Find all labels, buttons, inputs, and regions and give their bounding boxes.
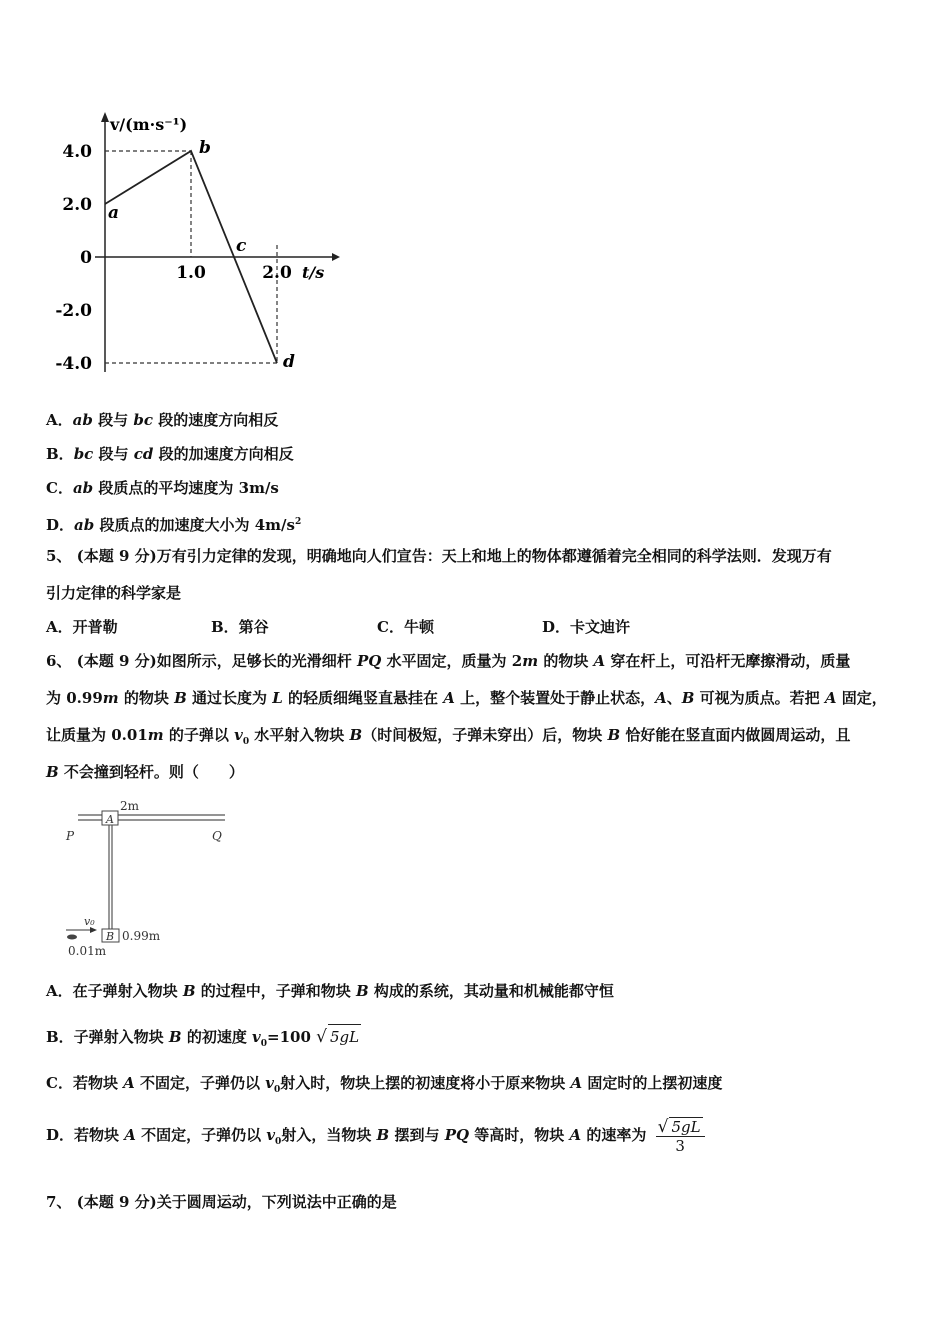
q4-option-b[interactable]: B．bc 段与 cd 段的加速度方向相反 [46,445,294,463]
label-q: Q [212,829,222,843]
y-tick-label: 2.0 [62,195,92,215]
point-label-b: b [199,138,211,158]
point-label-c: c [236,236,247,256]
q5-stem-line2: 引力定律的科学家是 [46,584,182,602]
sqrt-sign: √ [316,1027,327,1047]
q6-stem-line1: 6、 (本题 9 分)如图所示，足够长的光滑细杆 PQ 水平固定，质量为 2m 的物块 A 穿在杆上，可沿杆无摩擦滑动，质量 [46,652,851,670]
q6-option-a[interactable]: A．在子弹射入物块 B 的过程中，子弹和物块 B 构成的系统，其动量和机械能都守恒 [46,982,614,1000]
point-label-a: a [108,203,120,223]
q5-option-a[interactable]: A．开普勒 [46,618,118,636]
q6-option-c[interactable]: C．若物块 A 不固定，子弹仍以 $v_0$射入时，物块上摆的初速度将小于原来物块 A 固定时的上摆初速度 [46,1074,723,1095]
x-tick-label: 2.0 [262,263,292,283]
y-tick-label: -2.0 [55,301,92,321]
q4-option-d[interactable]: D．ab 段质点的加速度大小为 $4m/s^2$ [46,516,302,534]
q6-stem-line2: 为 0.99m 的物块 B 通过长度为 L 的轻质细绳竖直悬挂在 A 上，整个装置处于静止状态，A、B 可视为质点。若把 A 固定， [46,689,887,707]
label-p: P [66,829,75,843]
q6-stem-line4: B 不会撞到轻杆。则（ ） [46,763,244,781]
graph-axes [95,112,340,372]
y-tick-label: -4.0 [55,354,92,374]
label-2m: 2m [120,799,140,813]
t-axis-arrow [332,253,340,261]
block-a-label: A [106,813,114,826]
block-b-label: B [106,930,115,943]
label-v0: v₀ [84,915,95,928]
bullet [67,935,77,940]
fraction: $\frac{√ 5gL}{3}$ [656,1117,705,1155]
q4-option-a[interactable]: A．ab 段与 bc 段的速度方向相反 [46,411,279,429]
point-label-d: d [283,352,295,372]
v-axis-label: v/(m·s⁻¹) [110,115,188,134]
x-tick-label: 1.0 [176,263,206,283]
q5-option-c[interactable]: C．牛顿 [377,618,434,636]
q6-option-b[interactable]: B．子弹射入物块 B 的初速度 $v_0=100$ √ 5gL [46,1024,361,1056]
q6-stem-line3: 让质量为 0.01m 的子弹以 $v_0$ 水平射入物块 B（时间极短，子弹未穿出）后，物块 B 恰好能在竖直面内做圆周运动，且 [46,726,851,747]
q7-stem: 7、 (本题 9 分)关于圆周运动，下列说法中正确的是 [46,1193,397,1211]
q5-stem-line1: 5、 (本题 9 分)万有引力定律的发现，明确地向人们宣告：天上和地上的物体都遵循着完全相同的科学法则．发现万有 [46,547,832,565]
label-001m: 0.01m [68,944,107,958]
q6-option-d[interactable]: D．若物块 A 不固定，子弹仍以 $v_0$射入，当物块 B 摆到与 PQ 等高时，物块 A 的速率为 $\frac{√ 5gL}{3}$ [46,1112,705,1165]
v-axis-arrow [101,112,109,122]
q5-options [46,617,926,637]
q6-figure [60,795,240,960]
q5-option-b[interactable]: B．第谷 [211,618,269,636]
q5-option-d[interactable]: D．卡文迪许 [542,618,631,636]
velocity-time-graph [40,100,360,390]
t-axis-label: t/s [302,263,325,282]
q4-option-c[interactable]: C．ab 段质点的平均速度为 3m/s [46,479,279,497]
y-tick-label: 4.0 [62,142,92,162]
y-tick-label: 0 [80,248,92,268]
label-099m: 0.99m [122,929,161,943]
